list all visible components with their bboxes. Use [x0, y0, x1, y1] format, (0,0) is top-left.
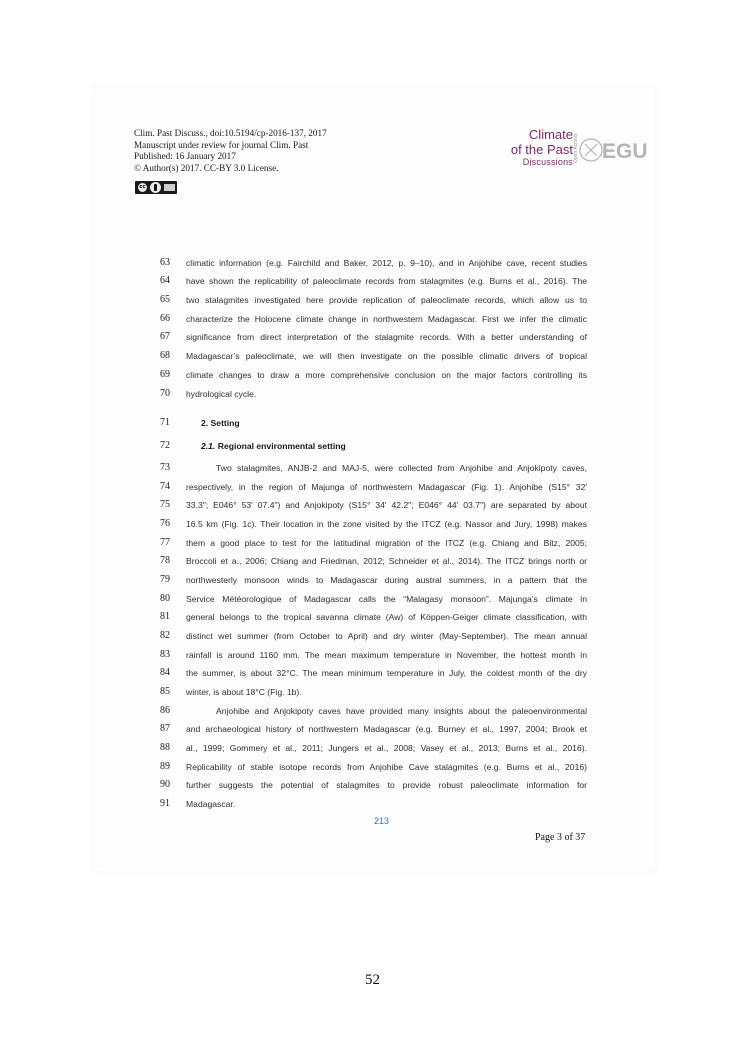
citation-line: Manuscript under review for journal Clim. Past: [134, 139, 309, 150]
text-line: respectively, in the region of Majunga of northwestern Madagascar (Fig. 1). Anjohibe (S15° 32': [186, 482, 587, 492]
line-number: 82: [160, 630, 170, 641]
line-number: 75: [160, 499, 170, 510]
citation-line: © Author(s) 2017. CC-BY 3.0 License.: [134, 162, 279, 173]
text-line: Replicability of stable isotope records from Anjohibe Cave stalagmites (e.g. Burns et al., 2016): [186, 762, 587, 772]
line-number: 87: [160, 723, 170, 734]
text-line: and archaeological history of northwestern Madagascar (e.g. Burney et al., 1997, 2004; Brook et: [186, 724, 587, 734]
text-line: two stalagmites investigated here provide replication of paleoclimate records, which allow us to: [186, 295, 587, 305]
line-number: 77: [160, 537, 170, 548]
line-number: 67: [160, 331, 170, 342]
journal-logo: [511, 127, 573, 167]
text-line: general belongs to the tropical savanna climate (Aw) of Köppen-Geiger climate classification, with: [186, 612, 587, 622]
line-number: 89: [160, 761, 170, 772]
line-number: 80: [160, 593, 170, 604]
text-line: hydrological cycle.: [186, 389, 257, 399]
text-line: further suggests the potential of stalagmites to provide robust paleoclimate information for: [186, 780, 587, 790]
line-number: 71: [160, 417, 170, 428]
line-number: 86: [160, 705, 170, 716]
citation-header: [134, 128, 327, 174]
journal-name-line1: Climate: [528, 127, 573, 142]
egu-lettering: EGU: [602, 140, 648, 163]
text-line: rainfall is around 1160 mm. The mean maximum temperature in November, the hottest month in: [186, 650, 587, 660]
outer-page-number: 52: [365, 972, 380, 988]
line-number: 66: [160, 313, 170, 324]
cc-circle-icon: cc: [139, 184, 146, 190]
by-person-icon: [150, 182, 161, 193]
text-line: Anjohibe and Anjokipoty caves have provided many insights about the paleoenvironmental: [216, 706, 587, 716]
text-line: characterize the Holocene climate change in northwestern Madagascar. First we infer the climatic: [186, 314, 587, 324]
subsection-number: 2.1.: [201, 441, 216, 451]
line-number: 69: [160, 369, 170, 380]
text-line: climatic information (e.g. Fairchild and Baker, 2012, p. 9–10), and in Anjohibe cave, recent studies: [186, 258, 587, 268]
text-line: Madagascar’s paleoclimate, we will then investigate on the possible climatic drivers of tropical: [186, 351, 587, 361]
line-number: 76: [160, 518, 170, 529]
text-line: 16.5 km (Fig. 1c). Their location in the zone visited by the ITCZ (e.g. Nassor and Jury, 1998) makes: [186, 519, 587, 529]
line-number: 72: [160, 440, 170, 451]
line-number: 68: [160, 350, 170, 361]
subsection-heading: [186, 440, 587, 452]
text-line: Madagascar.: [186, 799, 236, 809]
text-line: winter, is about 18°C (Fig. 1b).: [186, 687, 302, 697]
text-line: the summer, is about 32°C. The mean minimum temperature in July, the coldest month of the dry: [186, 668, 587, 678]
journal-section: Discussions: [522, 157, 573, 167]
line-number: 84: [160, 667, 170, 678]
line-number: 83: [160, 649, 170, 660]
line-number: 85: [160, 686, 170, 697]
text-line: al., 1999; Gommery et al., 2011; Jungers et al., 2008; Vasey et al., 2013; Burns et al., 2016).: [186, 743, 587, 753]
line-number: 63: [160, 257, 170, 268]
cc-by-license-icon: [135, 181, 177, 194]
text-line: significance from direct interpretation of the stalagmite records. With a better understanding of: [186, 332, 587, 342]
page-of-label: Page 3 of 37: [535, 832, 586, 843]
citation-line: Published: 16 January 2017: [134, 151, 236, 161]
line-number: 65: [160, 294, 170, 305]
egu-logo-icon: [578, 130, 648, 170]
text-line: Broccoli et a., 2006; Chiang and Friedman, 2012; Schneider et al., 2014). The ITCZ brings north or: [186, 556, 587, 566]
line-number: 64: [160, 275, 170, 286]
citation-line: Clim. Past Discuss., doi:10.5194/cp-2016-137, 2017: [134, 128, 327, 138]
text-line: them a good place to test for the latitudinal migration of the ITCZ (e.g. Chiang and Bitz, 2005;: [186, 538, 587, 548]
line-number: 91: [160, 798, 170, 809]
line-number: 70: [160, 388, 170, 399]
open-access-label: Open Access: [573, 133, 579, 163]
subsection-title: Regional environmental setting: [215, 441, 346, 451]
text-line: distinct wet summer (from October to April) and dry winter (May-September). The mean annual: [186, 631, 587, 641]
text-line: Service Météorologique of Madagascar calls the “Malagasy monsoon”. Majunga’s climate in: [186, 594, 587, 604]
text-line: climate changes to draw a more comprehensive conclusion on the major factors controlling its: [186, 370, 587, 380]
journal-name-line2: of the Past: [510, 142, 573, 157]
line-number: 74: [160, 481, 170, 492]
text-line: have shown the replicability of paleoclimate records from stalagmites (e.g. Burns et al., 2016). The: [186, 276, 587, 286]
line-number: 88: [160, 742, 170, 753]
line-number: 73: [160, 462, 170, 473]
line-number: 90: [160, 779, 170, 790]
section-heading: 2. Setting: [201, 418, 240, 428]
line-number: 81: [160, 611, 170, 622]
text-line: northwesterly monsoon winds to Madagascar during austral summers, in a pattern that the: [186, 575, 587, 585]
license-strip: [164, 184, 175, 191]
inner-page-number: 213: [374, 816, 390, 826]
line-number: 78: [160, 555, 170, 566]
text-line: Two stalagmites, ANJB-2 and MAJ-5, were collected from Anjohibe and Anjokipoty caves,: [216, 463, 587, 473]
line-number: 79: [160, 574, 170, 585]
text-line: 33.3"; E046° 53' 07.4") and Anjokipoty (S15° 34' 42.2"; E046° 44' 03.7") are separated by about: [186, 500, 587, 510]
